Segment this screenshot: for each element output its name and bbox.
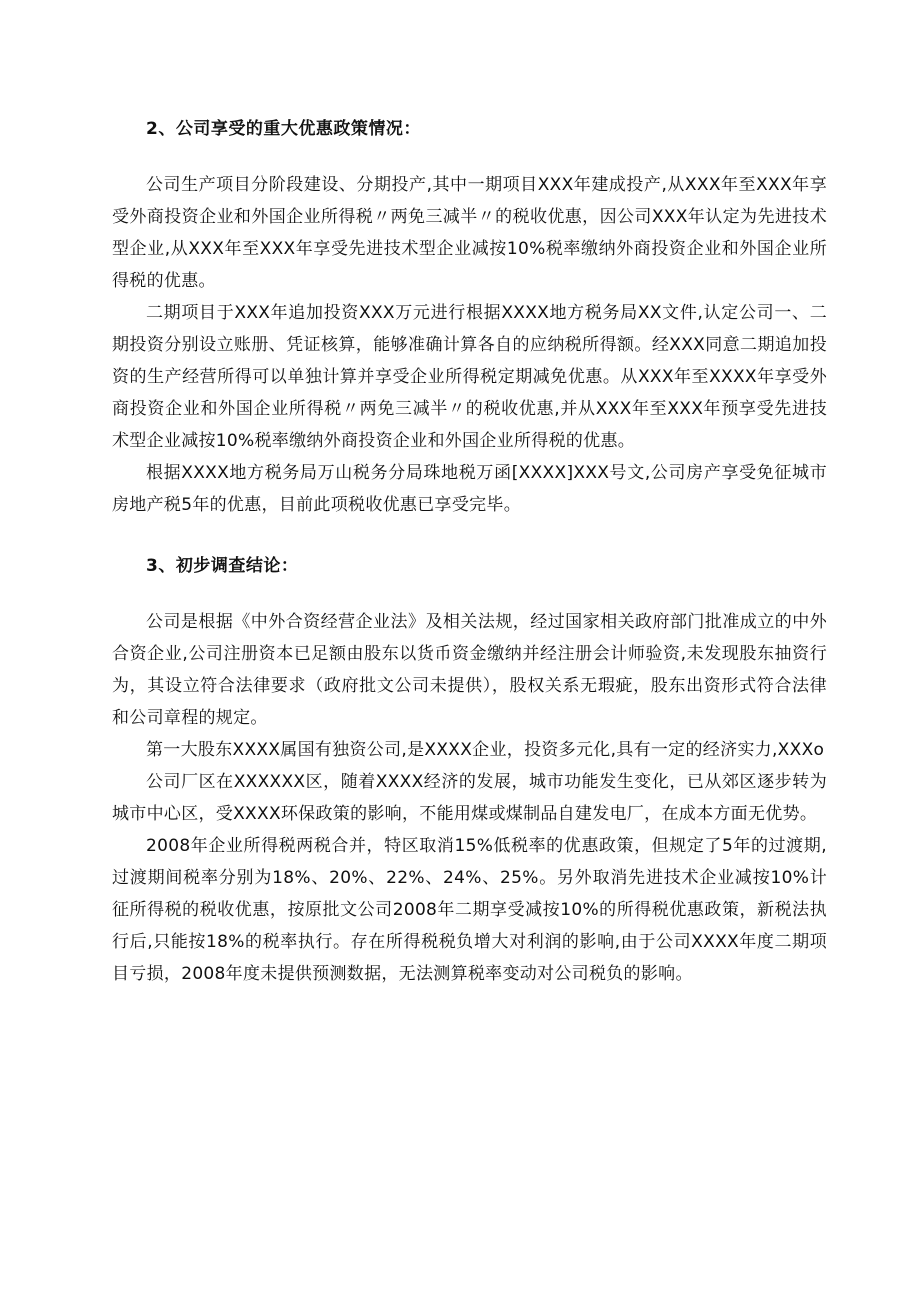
- section-2-paragraph-1: 公司生产项目分阶段建设、分期投产,其中一期项目XXX年建成投产,从XXX年至XXX年享受外商投资企业和外国企业所得税〃两免三减半〃的税收优惠，因公司XXX年认定为先进技术型企业,从XXX年至XXX年享受先进技术型企业减按10%税率缴纳外商投资企业和外国企业所得税的优惠。: [112, 175, 827, 291]
- section-2-heading: 2、公司享受的重大优惠政策情况：: [146, 119, 421, 139]
- document-body: [112, 114, 827, 990]
- section-3-paragraph-4: 2008年企业所得税两税合并，特区取消15%低税率的优惠政策，但规定了5年的过渡期,过渡期间税率分别为18%、20%、22%、24%、25%。另外取消先进技术企业减按10%计征所得税的税收优惠，按原批文公司2008年二期享受减按10%的所得税优惠政策，新税法执行后,只能按18%的税率执行。存在所得税税负增大对利润的影响,由于公司XXXX年度二期项目亏损，2008年度未提供预测数据，无法测算税率变动对公司税负的影响。: [112, 836, 827, 984]
- section-2-paragraph-2: 二期项目于XXX年追加投资XXX万元进行根据XXXX地方税务局XX文件,认定公司一、二期投资分别设立账册、凭证核算，能够准确计算各自的应纳税所得额。经XXX同意二期追加投资的生产经营所得可以单独计算并享受企业所得税定期减免优惠。从XXX年至XXXX年享受外商投资企业和外国企业所得税〃两免三减半〃的税收优惠,并从XXX年至XXX年预享受先进技术型企业减按10%税率缴纳外商投资企业和外国企业所得税的优惠。: [112, 303, 827, 451]
- section-3-paragraph-2: 第一大股东XXXX属国有独资公司,是XXXX企业，投资多元化,具有一定的经济实力,XXXo: [146, 740, 825, 760]
- section-3-paragraph-3: 公司厂区在XXXXXX区，随着XXXX经济的发展，城市功能发生变化，已从郊区逐步转为城市中心区，受XXXX环保政策的影响，不能用煤或煤制品自建发电厂，在成本方面无优势。: [112, 772, 827, 824]
- section-3-paragraph-1: 公司是根据《中外合资经营企业法》及相关法规，经过国家相关政府部门批准成立的中外合资企业,公司注册资本已足额由股东以货币资金缴纳并经注册会计师验资,未发现股东抽资行为，其设立符合法律要求（政府批文公司未提供），股权关系无瑕疵，股东出资形式符合法律和公司章程的规定。: [112, 612, 827, 728]
- section-2-paragraph-3: 根据XXXX地方税务局万山税务分局珠地税万函[XXXX]XXX号文,公司房产享受免征城市房地产税5年的优惠，目前此项税收优惠已享受完毕。: [112, 463, 827, 515]
- section-3-heading: 3、初步调查结论：: [146, 556, 299, 576]
